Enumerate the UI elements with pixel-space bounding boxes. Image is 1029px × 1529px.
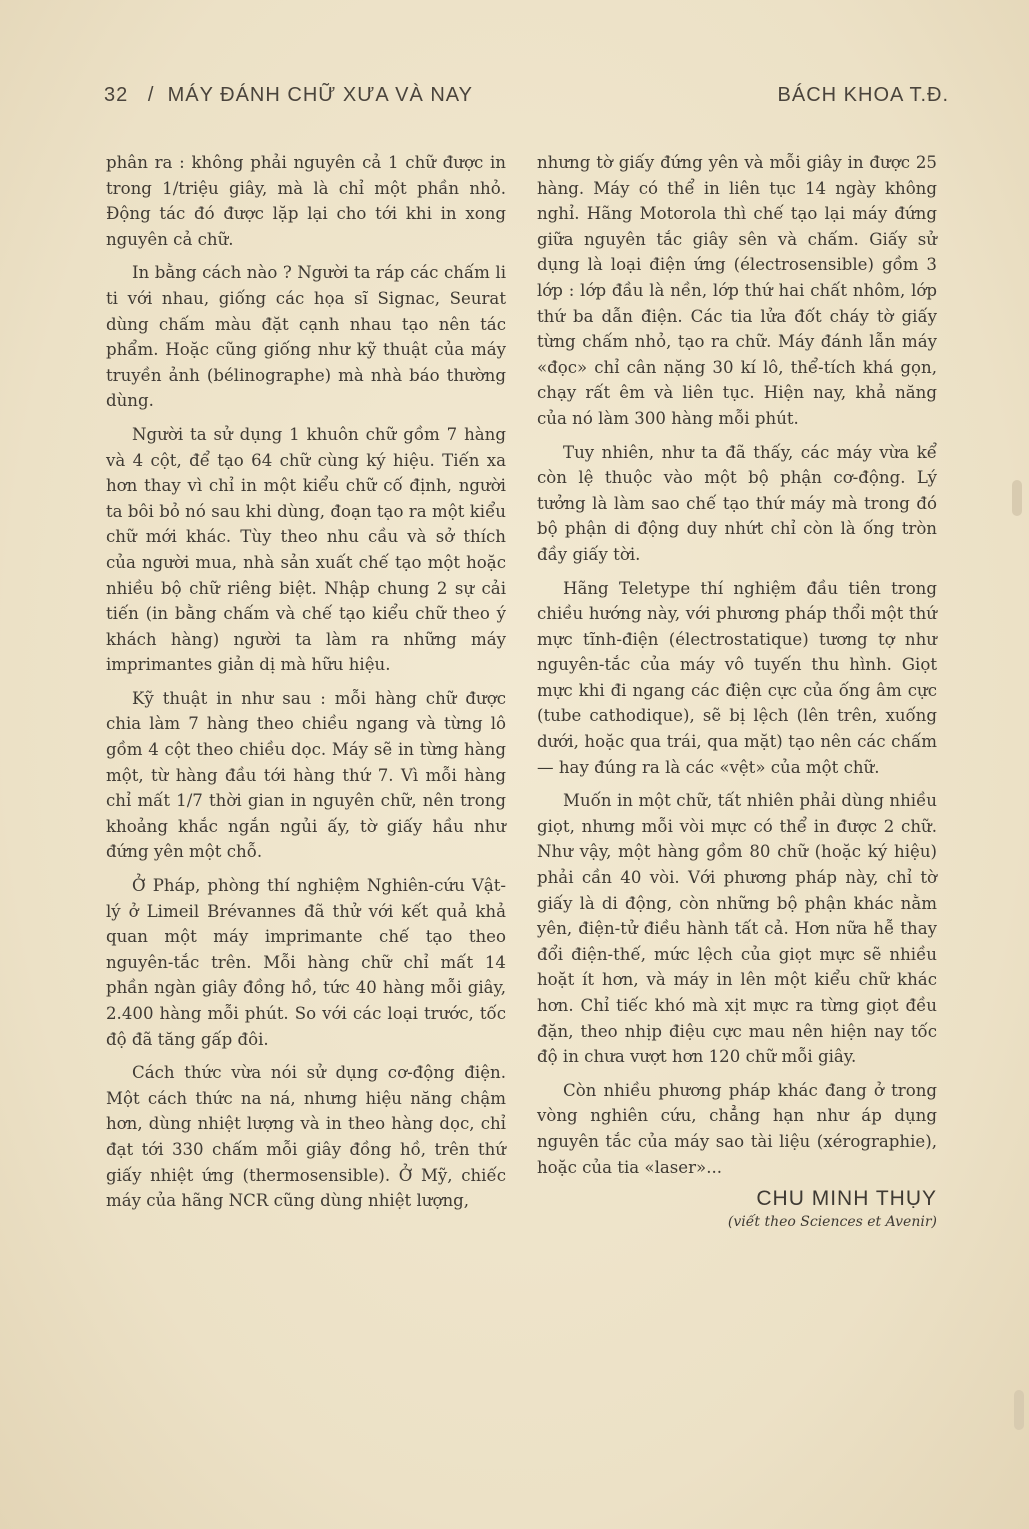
paragraph: Hãng Teletype thí nghiệm đầu tiên trong chiều hướng này, với phương pháp thổi một thứ mực tĩnh-điện (électrostatique) tương tợ như nguyên-tắc của máy vô tuyến thu hình. Giọt mực khi đi ngang các điện cực của ống âm cực (tube cathodique), sẽ bị lệch (lên trên, xuống dưới, hoặc qua trái, qua mặt) tạo nên các chấm — hay đúng ra là các «vệt» của một chữ. bbox=[537, 578, 937, 777]
paragraph: Còn nhiều phương pháp khác đang ở trong vòng nghiên cứu, chẳng hạn như áp dụng nguyên tắc của máy sao tài liệu (xérographie), hoặc của tia «laser»... bbox=[537, 1080, 937, 1177]
paragraph: Kỹ thuật in như sau : mỗi hàng chữ được chia làm 7 hàng theo chiều ngang và từng lô gồm 4 cột theo chiều dọc. Máy sẽ in từng hàng một, từ hàng đầu tới hàng thứ 7. Vì mỗi hàng chỉ mất 1/7 thời gian in nguyên chữ, nên trong khoảng khắc ngắn ngủi ấy, tờ giấy hầu như đứng yên một chỗ. bbox=[106, 688, 506, 862]
paragraph: Người ta sử dụng 1 khuôn chữ gồm 7 hàng và 4 cột, để tạo 64 chữ cùng ký hiệu. Tiến xa hơn thay vì chỉ in một kiểu chữ cố định, người ta bôi bỏ nó sau khi dùng, đoạn tạo ra một kiểu chữ mới khác. Tùy theo nhu cầu và sở thích của người mua, nhà sản xuất chế tạo một hoặc nhiều bộ chữ riêng biệt. Nhập chung 2 sự cải tiến (in bằng chấm và chế tạo kiểu chữ theo ý khách hàng) người ta làm ra những máy imprimantes giản dị mà hữu hiệu. bbox=[106, 424, 506, 675]
paragraph: Muốn in một chữ, tất nhiên phải dùng nhiều giọt, nhưng mỗi vòi mực có thể in được 2 chữ. Như vậy, một hàng gồm 80 chữ (hoặc ký hiệu) phải cần 40 vòi. Với phương pháp này, chỉ tờ giấy là di động, còn những bộ phận khác nằm yên, điện-tử điều hành tất cả. Hơn nữa hễ thay đổi điện-thế, mức lệch của giọt mực sẽ nhiều hoặt ít hơn, và máy in lên một kiểu chữ khác hơn. Chỉ tiếc khó mà xịt mực ra từng giọt đều đặn, theo nhịp điệu cực mau nên hiện nay tốc độ in chưa vượt hơn 120 chữ mỗi giây. bbox=[537, 791, 937, 1067]
paragraph: phân ra : không phải nguyên cả 1 chữ được in trong 1/triệu giây, mà là chỉ một phần nhỏ. Động tác đó được lặp lại cho tới khi in xong nguyên cả chữ. bbox=[106, 153, 506, 249]
article-title: MÁY ĐÁNH CHỮ XƯA VÀ NAY bbox=[167, 84, 473, 106]
paragraph: Ở Pháp, phòng thí nghiệm Nghiên-cứu Vật-lý ở Limeil Brévannes đã thử với kết quả khả quan một máy imprimante chế tạo theo nguyên-tắc trên. Mỗi hàng chữ chỉ mất 14 phần ngàn giây đồng hồ, tức 40 hàng mỗi giây, 2.400 hàng mỗi phút. So với các loại trước, tốc độ đã tăng gấp đôi. bbox=[106, 876, 506, 1049]
paragraph: In bằng cách nào ? Người ta ráp các chấm li ti với nhau, giống các họa sĩ Signac, Seurat dùng chấm màu đặt cạnh nhau tạo nên tác phẩm. Hoặc cũng giống như kỹ thuật của máy truyền ảnh (bélinographe) mà nhà báo thường dùng. bbox=[106, 263, 506, 411]
page-number: 32 bbox=[104, 84, 129, 106]
header-separator: / bbox=[147, 84, 155, 106]
left-column bbox=[106, 150, 506, 1222]
right-column bbox=[537, 150, 937, 1232]
paper-blemish bbox=[1014, 1390, 1024, 1430]
paragraph: Tuy nhiên, như ta đã thấy, các máy vừa kể còn lệ thuộc vào một bộ phận cơ-động. Lý tưởng là làm sao chế tạo thứ máy mà trong đó bộ phận di động duy nhứt chỉ còn là ống tròn đầy giấy tời. bbox=[537, 442, 937, 564]
paragraph: nhưng tờ giấy đứng yên và mỗi giây in được 25 hàng. Máy có thể in liên tục 14 ngày không nghỉ. Hãng Motorola thì chế tạo lại máy đứng giữa nguyên tắc giây sên và chấm. Giấy sử dụng là loại điện ứng (électrosensible) gồm 3 lớp : lớp đầu là nền, lớp thứ hai chất nhôm, lớp thứ ba dẫn điện. Các tia lửa đốt cháy tờ giấy từng chấm nhỏ, tạo ra chữ. Máy đánh lẫn máy «đọc» chỉ cân nặng 30 kí lô, thể-tích khá gọn, chạy rất êm và liên tục. Hiện nay, khả năng của nó làm 300 hàng mỗi phút. bbox=[537, 153, 937, 428]
source-note: (viết theo Sciences et Avenir) bbox=[727, 1214, 937, 1231]
paper-blemish bbox=[1012, 480, 1022, 516]
publication-name: BÁCH KHOA T.Đ. bbox=[777, 84, 949, 106]
paragraph: Cách thức vừa nói sử dụng cơ-động điện. Một cách thức na ná, nhưng hiệu năng chậm hơn, dùng nhiệt lượng và in theo hàng dọc, chỉ đạt tới 330 chấm mỗi giây đồng hồ, trên thứ giấy nhiệt ứng (thermosensible). Ở Mỹ, chiếc máy của hãng NCR cũng dùng nhiệt lượng, bbox=[106, 1063, 506, 1211]
page-header bbox=[104, 84, 949, 116]
author-signature: CHU MINH THỤY bbox=[756, 1187, 937, 1211]
header-left bbox=[104, 84, 473, 107]
